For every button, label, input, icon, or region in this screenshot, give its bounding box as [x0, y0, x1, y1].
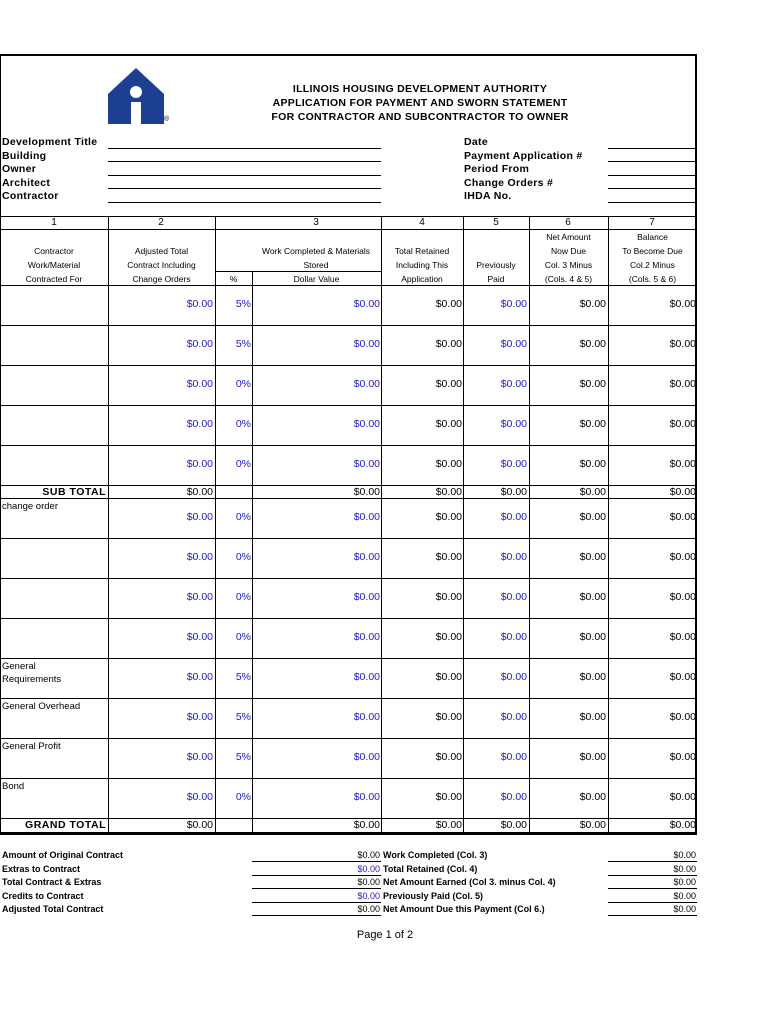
adjusted-total-value[interactable]: $0.00: [186, 711, 213, 723]
table-rule: [0, 578, 697, 579]
column-header-line: Stored: [303, 260, 329, 270]
column-header-line: Contractor: [34, 246, 74, 256]
net-amount-value: $0.00: [579, 458, 606, 470]
table-rule: [0, 618, 697, 619]
building-label: Building: [2, 150, 47, 162]
percent-value[interactable]: 0%: [235, 551, 251, 563]
column-header-line: Balance: [637, 232, 668, 242]
row-label: Bond: [2, 781, 25, 792]
summary-value-line: [608, 888, 697, 889]
adjusted-total-value[interactable]: $0.00: [186, 671, 213, 683]
total-retained-value: $0.00: [435, 791, 462, 803]
percent-value[interactable]: 0%: [235, 418, 251, 430]
table-rule: [608, 216, 609, 832]
summary-value-line: [252, 915, 381, 916]
table-rule: [0, 738, 697, 739]
ihda-no-label: IHDA No.: [464, 190, 512, 202]
previously-paid-value[interactable]: $0.00: [500, 511, 527, 523]
dollar-value[interactable]: $0.00: [353, 631, 380, 643]
total-retained-value: $0.00: [435, 338, 462, 350]
architect-label: Architect: [2, 177, 51, 189]
column-header-line: Col.2 Minus: [630, 260, 675, 270]
payment-application-field[interactable]: [608, 161, 696, 162]
net-amount-value: $0.00: [579, 631, 606, 643]
total-retained-value: $0.00: [435, 418, 462, 430]
summary-value-line: [252, 888, 381, 889]
row-label: General Overhead: [2, 701, 81, 712]
summary-value: $0.00: [673, 850, 696, 860]
balance-value: $0.00: [669, 711, 696, 723]
column-number: 4: [419, 217, 425, 228]
dollar-value[interactable]: $0.00: [353, 418, 380, 430]
table-rule: [0, 538, 697, 539]
payment-application-label: Payment Application #: [464, 150, 583, 162]
table-rule: [529, 216, 530, 832]
column-header-line: Adjusted Total: [134, 246, 189, 256]
column-number: 3: [313, 217, 319, 228]
balance-value: $0.00: [669, 591, 696, 603]
table-rule: [0, 778, 697, 779]
total-adjusted: $0.00: [186, 819, 213, 831]
net-amount-value: $0.00: [579, 711, 606, 723]
net-amount-value: $0.00: [579, 591, 606, 603]
table-rule: [0, 405, 697, 406]
net-amount-value: $0.00: [579, 298, 606, 310]
total-retained-value: $0.00: [435, 631, 462, 643]
dollar-value[interactable]: $0.00: [353, 458, 380, 470]
ihda-logo: [106, 66, 176, 128]
date-label: Date: [464, 136, 488, 148]
total-balance: $0.00: [669, 486, 696, 498]
column-number: 7: [649, 217, 655, 228]
summary-value[interactable]: $0.00: [357, 890, 380, 901]
column-header-line: Work/Material: [27, 260, 81, 270]
balance-value: $0.00: [669, 511, 696, 523]
percent-value[interactable]: 0%: [235, 631, 251, 643]
previously-paid-value[interactable]: $0.00: [500, 378, 527, 390]
previously-paid-value[interactable]: $0.00: [500, 791, 527, 803]
net-amount-value: $0.00: [579, 751, 606, 763]
summary-value-line: [608, 861, 697, 862]
adjusted-total-value[interactable]: $0.00: [186, 378, 213, 390]
total-retained-value: $0.00: [435, 378, 462, 390]
previously-paid-value[interactable]: $0.00: [500, 591, 527, 603]
previously-paid-value[interactable]: $0.00: [500, 751, 527, 763]
adjusted-total-value[interactable]: $0.00: [186, 511, 213, 523]
owner-field[interactable]: [108, 175, 381, 176]
total-dollar: $0.00: [353, 486, 380, 498]
net-amount-value: $0.00: [579, 791, 606, 803]
balance-value: $0.00: [669, 791, 696, 803]
balance-value: $0.00: [669, 551, 696, 563]
dollar-value[interactable]: $0.00: [353, 298, 380, 310]
column-header-line: Net Amount: [546, 232, 591, 242]
balance-value: $0.00: [669, 378, 696, 390]
ihda-no-field[interactable]: [608, 202, 696, 203]
dollar-value[interactable]: $0.00: [353, 338, 380, 350]
dollar-value[interactable]: $0.00: [353, 591, 380, 603]
total-retained-value: $0.00: [435, 751, 462, 763]
building-field[interactable]: [108, 161, 381, 162]
architect-field[interactable]: [108, 188, 381, 189]
balance-value: $0.00: [669, 458, 696, 470]
dollar-value[interactable]: $0.00: [353, 551, 380, 563]
dollar-value-header: Dollar Value: [293, 274, 340, 284]
summary-label: Extras to Contract: [2, 863, 81, 874]
previously-paid-value[interactable]: $0.00: [500, 551, 527, 563]
adjusted-total-value[interactable]: $0.00: [186, 418, 213, 430]
net-amount-value: $0.00: [579, 511, 606, 523]
total-balance: $0.00: [669, 819, 696, 831]
summary-value-line: [608, 915, 697, 916]
adjusted-total-value[interactable]: $0.00: [186, 298, 213, 310]
row-label: change order: [2, 501, 58, 512]
table-rule: [0, 658, 697, 659]
owner-label: Owner: [2, 163, 37, 175]
column-header-line: Change Orders: [132, 274, 191, 284]
table-rule: [0, 325, 697, 326]
column-header-line: Col. 3 Minus: [544, 260, 593, 270]
dollar-value[interactable]: $0.00: [353, 751, 380, 763]
table-rule: [0, 832, 697, 833]
summary-value: $0.00: [673, 904, 696, 914]
column-number: 2: [158, 217, 164, 228]
table-rule: [215, 271, 381, 272]
development-title-field[interactable]: [108, 148, 381, 149]
column-header-line: Application: [401, 274, 443, 284]
page-number: Page 1 of 2: [356, 929, 414, 941]
column-header-line: (Cols. 5 & 6): [628, 274, 677, 284]
total-adjusted: $0.00: [186, 486, 213, 498]
balance-value: $0.00: [669, 631, 696, 643]
table-rule: [0, 498, 697, 499]
summary-label: Work Completed (Col. 3): [383, 850, 488, 860]
adjusted-total-value[interactable]: $0.00: [186, 591, 213, 603]
summary-label: Adjusted Total Contract: [2, 904, 104, 914]
previously-paid-value[interactable]: $0.00: [500, 458, 527, 470]
summary-value: $0.00: [357, 850, 380, 860]
previously-paid-value[interactable]: $0.00: [500, 631, 527, 643]
table-rule: [215, 216, 216, 832]
contractor-label: Contractor: [2, 190, 59, 202]
balance-value: $0.00: [669, 338, 696, 350]
net-amount-value: $0.00: [579, 671, 606, 683]
total-retained-value: $0.00: [435, 591, 462, 603]
summary-value-line: [252, 902, 381, 903]
percent-value[interactable]: 0%: [235, 378, 251, 390]
title-line: FOR CONTRACTOR AND SUBCONTRACTOR TO OWNER: [271, 111, 569, 123]
total-prev: $0.00: [500, 819, 527, 831]
summary-label: Amount of Original Contract: [2, 850, 123, 860]
summary-label: Net Amount Earned (Col 3. minus Col. 4): [383, 877, 556, 887]
percent-value[interactable]: 5%: [235, 298, 251, 310]
period-from-label: Period From: [464, 163, 530, 175]
net-amount-value: $0.00: [579, 338, 606, 350]
total-retained: $0.00: [435, 486, 462, 498]
table-rule: [0, 698, 697, 699]
total-retained-value: $0.00: [435, 711, 462, 723]
registered-mark: ®: [164, 116, 170, 123]
development-title-label: Development Title: [2, 136, 98, 148]
percent-value[interactable]: 0%: [235, 458, 251, 470]
table-rule: [0, 216, 697, 217]
title-line: ILLINOIS HOUSING DEVELOPMENT AUTHORITY: [292, 83, 548, 95]
adjusted-total-value[interactable]: $0.00: [186, 631, 213, 643]
column-header-line: Total Retained: [394, 246, 450, 256]
previously-paid-value[interactable]: $0.00: [500, 711, 527, 723]
total-dollar: $0.00: [353, 819, 380, 831]
row-label: General Profit: [2, 741, 61, 752]
total-retained-value: $0.00: [435, 298, 462, 310]
column-number: 5: [493, 217, 499, 228]
balance-value: $0.00: [669, 751, 696, 763]
total-net: $0.00: [579, 486, 606, 498]
percent-value[interactable]: 0%: [235, 791, 251, 803]
column-header-line: Contracted For: [25, 274, 83, 284]
total-retained: $0.00: [435, 819, 462, 831]
period-from-field[interactable]: [608, 175, 696, 176]
summary-value: $0.00: [357, 877, 380, 887]
summary-label: Credits to Contract: [2, 890, 84, 901]
net-amount-value: $0.00: [579, 418, 606, 430]
net-amount-value: $0.00: [579, 551, 606, 563]
summary-value-line: [608, 902, 697, 903]
contractor-field[interactable]: [108, 202, 381, 203]
summary-label: Total Contract & Extras: [2, 877, 102, 887]
table-rule: [381, 216, 382, 832]
dollar-value[interactable]: $0.00: [353, 791, 380, 803]
adjusted-total-value[interactable]: $0.00: [186, 338, 213, 350]
summary-value: $0.00: [357, 904, 380, 914]
dollar-value[interactable]: $0.00: [353, 378, 380, 390]
dollar-value[interactable]: $0.00: [353, 711, 380, 723]
summary-value-line: [252, 861, 381, 862]
dollar-value[interactable]: $0.00: [353, 671, 380, 683]
summary-label: Net Amount Due this Payment (Col 6.): [383, 904, 545, 914]
balance-value: $0.00: [669, 298, 696, 310]
previously-paid-value[interactable]: $0.00: [500, 671, 527, 683]
summary-label: Previously Paid (Col. 5): [383, 890, 484, 901]
column-header-line: Contract Including: [127, 260, 196, 270]
percent-value[interactable]: 0%: [235, 511, 251, 523]
total-retained-value: $0.00: [435, 671, 462, 683]
row-label: General Requirements: [2, 661, 62, 685]
balance-value: $0.00: [669, 671, 696, 683]
percent-value[interactable]: 5%: [235, 671, 251, 683]
column-header-line: Work Completed & Materials: [261, 246, 371, 256]
column-header-line: Previously: [476, 260, 516, 270]
column-header-line: Paid: [487, 274, 505, 284]
previously-paid-value[interactable]: $0.00: [500, 298, 527, 310]
summary-value: $0.00: [673, 863, 696, 874]
percent-value[interactable]: 5%: [235, 751, 251, 763]
table-rule: [463, 216, 464, 832]
summary-value: $0.00: [673, 890, 696, 901]
previously-paid-value[interactable]: $0.00: [500, 418, 527, 430]
adjusted-total-value[interactable]: $0.00: [186, 458, 213, 470]
date-field[interactable]: [608, 148, 696, 149]
adjusted-total-value[interactable]: $0.00: [186, 751, 213, 763]
total-retained-value: $0.00: [435, 551, 462, 563]
column-header-line: Now Due: [551, 246, 586, 256]
column-header-line: To Become Due: [622, 246, 683, 256]
adjusted-total-value[interactable]: $0.00: [186, 551, 213, 563]
total-retained-value: $0.00: [435, 458, 462, 470]
total-row-label: SUB TOTAL: [42, 486, 106, 498]
balance-value: $0.00: [669, 418, 696, 430]
table-rule: [0, 445, 697, 446]
net-amount-value: $0.00: [579, 378, 606, 390]
total-net: $0.00: [579, 819, 606, 831]
table-rule: [108, 216, 109, 832]
summary-value: $0.00: [673, 877, 696, 887]
summary-value-line: [608, 875, 697, 876]
dollar-value[interactable]: $0.00: [353, 511, 380, 523]
table-rule: [0, 285, 697, 286]
previously-paid-value[interactable]: $0.00: [500, 338, 527, 350]
table-rule: [0, 365, 697, 366]
percent-value[interactable]: 5%: [235, 338, 251, 350]
percent-value[interactable]: 5%: [235, 711, 251, 723]
column-header-line: Including This: [395, 260, 449, 270]
percent-header: %: [229, 274, 238, 284]
column-number: 6: [565, 217, 571, 228]
total-row-label: GRAND TOTAL: [25, 819, 106, 831]
change-orders-label: Change Orders #: [464, 177, 554, 189]
table-rule: [252, 271, 253, 832]
title-line: APPLICATION FOR PAYMENT AND SWORN STATEMENT: [272, 97, 568, 109]
summary-value-line: [252, 875, 381, 876]
column-number: 1: [51, 217, 57, 228]
total-retained-value: $0.00: [435, 511, 462, 523]
change-orders-field[interactable]: [608, 188, 696, 189]
summary-value[interactable]: $0.00: [357, 863, 380, 874]
form-title: [220, 82, 620, 124]
adjusted-total-value[interactable]: $0.00: [186, 791, 213, 803]
column-header-line: (Cols. 4 & 5): [544, 274, 593, 284]
percent-value[interactable]: 0%: [235, 591, 251, 603]
summary-label: Total Retained (Col. 4): [383, 863, 478, 874]
total-prev: $0.00: [500, 486, 527, 498]
